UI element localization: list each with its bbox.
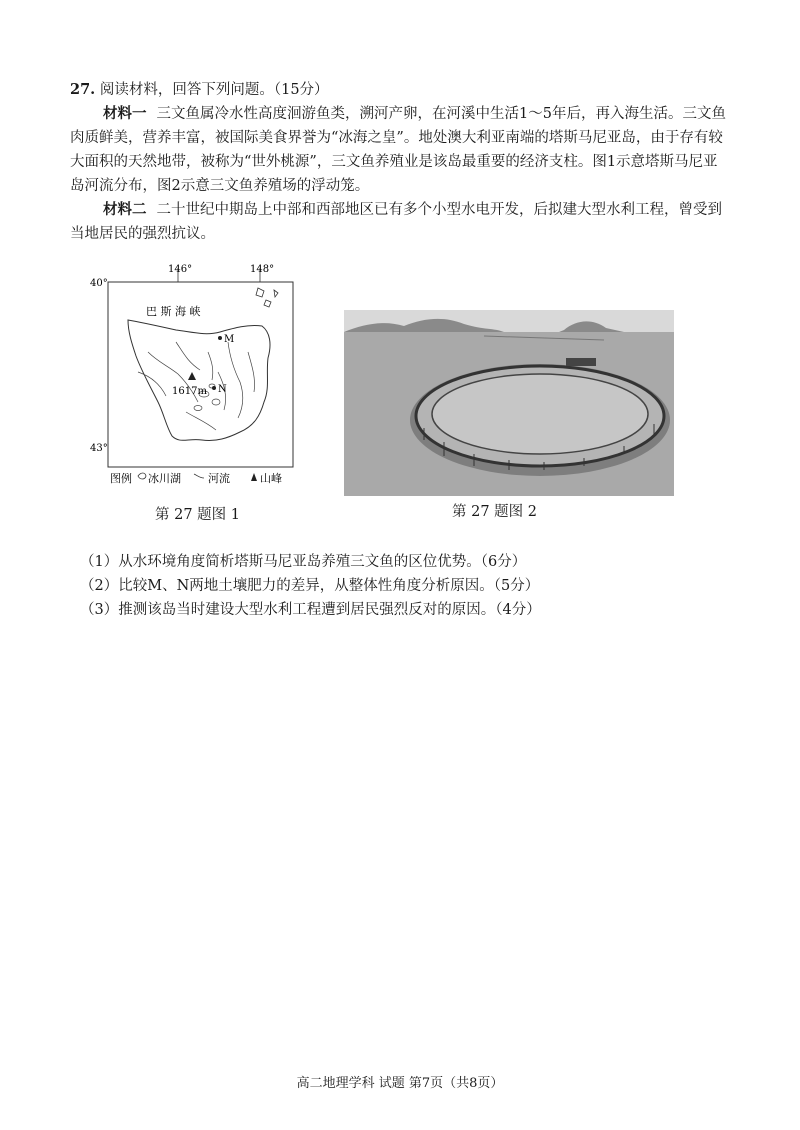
material-one <box>70 102 730 198</box>
lat-43-label: 43° <box>90 443 108 454</box>
legend-lake-icon <box>138 473 146 479</box>
subquestion-2: （2）比较M、N两地土壤肥力的差异，从整体性角度分析原因。（5分） <box>80 578 540 594</box>
legend-peak-label: 山峰 <box>260 472 282 485</box>
material-two-label: 材料二 <box>103 202 147 218</box>
northeast-islands <box>256 288 278 307</box>
legend-peak-icon <box>251 473 257 481</box>
question-header <box>70 78 730 102</box>
legend-prefix: 图例 <box>110 472 132 485</box>
map-frame <box>108 282 293 467</box>
point-n-label: N <box>218 384 227 395</box>
workboat <box>566 358 596 366</box>
peak-marker <box>188 372 196 380</box>
figure-2-caption: 第 27 题图 2 <box>452 504 538 520</box>
legend-river-label: 河流 <box>208 472 230 485</box>
material-one-label: 材料一 <box>103 106 147 122</box>
material-two <box>70 198 730 246</box>
island-outline <box>128 320 270 441</box>
subquestion-1: （1）从水环境角度简析塔斯马尼亚岛养殖三文鱼的区位优势。（6分） <box>80 554 527 570</box>
lon-146-label: 146° <box>168 264 193 275</box>
subquestion-3: （3）推测该岛当时建设大型水利工程遭到居民强烈反对的原因。（4分） <box>80 602 541 618</box>
point-n-marker <box>212 386 216 390</box>
peak-elevation-label: 1617m <box>172 386 207 397</box>
floating-cage-photo <box>344 310 674 496</box>
page-footer: 高二地理学科 试题 第7页（共8页） <box>296 1076 504 1091</box>
bass-strait-label: 巴 斯 海 峡 <box>146 305 201 318</box>
legend-river-icon <box>194 474 204 478</box>
question-prompt: 阅读材料，回答下列问题。（15分） <box>99 82 329 98</box>
lat-40-label: 40° <box>90 278 108 289</box>
map-legend <box>110 471 282 485</box>
lon-148-label: 148° <box>250 264 275 275</box>
material-one-text: 三文鱼属冷水性高度洄游鱼类，溯河产卵，在河溪中生活1～5年后，再入海生活。三文鱼肉质鲜美，营养丰富，被国际美食界誉为“冰海之皇”。地处澳大利亚南端的塔斯马尼亚岛，由于存有较大面积的天然地带，被称为“世外桃源”，三文鱼养殖业是该岛最重要的经济支柱。图1示意塔斯马尼亚岛河流分布，图2示意三文鱼养殖场的浮动笼。 <box>70 106 726 194</box>
cage-inner-water <box>432 374 648 454</box>
tasmania-river-map <box>88 262 303 494</box>
point-m-label: M <box>224 334 235 345</box>
legend-lake-label: 冰川湖 <box>148 472 181 485</box>
point-m-marker <box>218 336 222 340</box>
material-two-text: 二十世纪中期岛上中部和西部地区已有多个小型水电开发，后拟建大型水利工程，曾受到当地居民的强烈抗议。 <box>70 202 722 242</box>
figure-1-caption: 第 27 题图 1 <box>155 507 241 523</box>
question-number: 27. <box>70 81 96 98</box>
